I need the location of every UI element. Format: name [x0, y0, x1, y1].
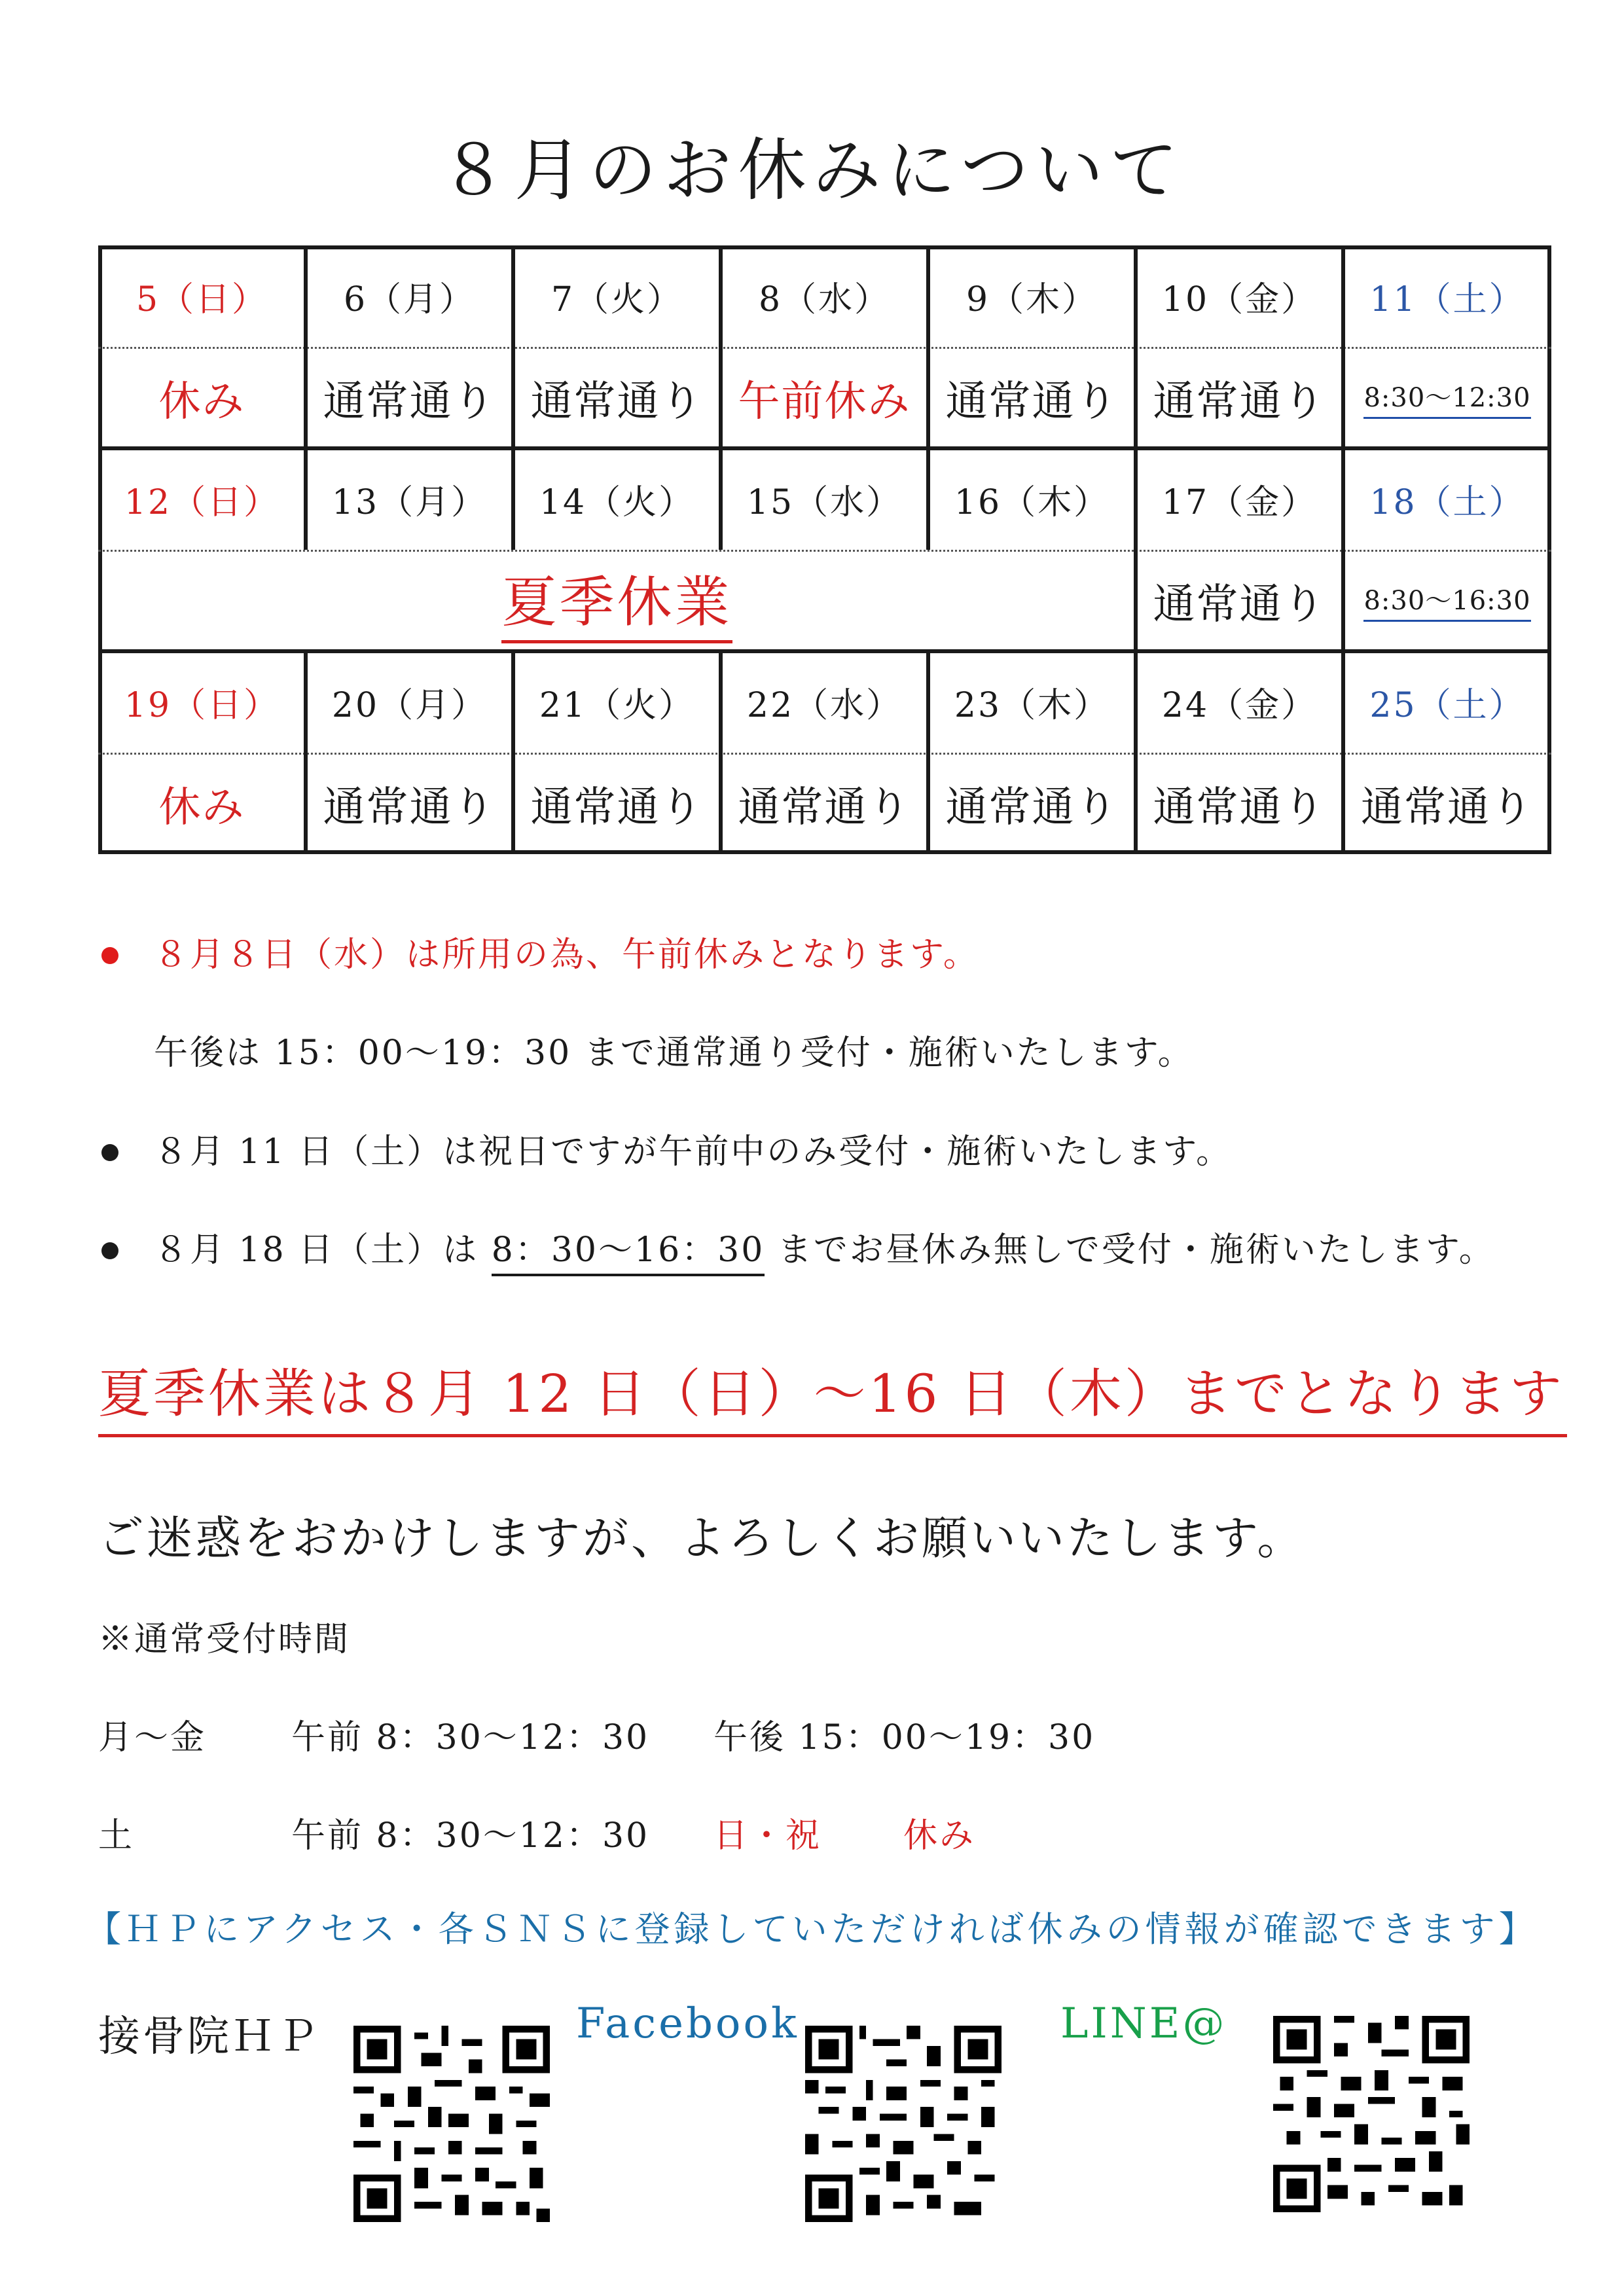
day-cell: 15（水）	[746, 483, 903, 522]
day-cell: 8（水）	[758, 280, 891, 319]
column-divider	[719, 245, 723, 448]
column-divider	[1134, 448, 1138, 651]
day-cell: 19（日）	[124, 686, 280, 725]
table-border	[98, 245, 1551, 249]
column-divider	[304, 245, 308, 448]
day-cell: 22（水）	[746, 686, 903, 725]
column-divider	[1341, 651, 1345, 854]
day-cell: 21（火）	[539, 686, 695, 725]
status-cell: 午前休み	[738, 377, 911, 426]
note-saturday-18	[154, 1227, 1495, 1273]
status-cell: 通常通り	[1153, 580, 1326, 629]
hp-qr-code-icon[interactable]	[353, 2026, 550, 2222]
column-divider	[1341, 448, 1345, 651]
column-divider	[511, 448, 515, 550]
saturday-label: 土	[98, 1816, 135, 1856]
closed-label: 休み	[903, 1816, 976, 1856]
status-cell: 通常通り	[530, 377, 704, 426]
column-divider	[511, 651, 515, 854]
status-cell: 通常通り	[945, 377, 1119, 426]
status-cell	[1343, 550, 1551, 651]
apology-text: ご迷惑をおかけしますが、よろしくお願いいたします。	[98, 1511, 1306, 1565]
day-cell: 16（木）	[954, 483, 1110, 522]
day-cell: 18（土）	[1369, 483, 1525, 522]
weekday-am-hours: 午前 8：30〜12：30	[291, 1718, 650, 1757]
page-title: ８月のお休みについて	[439, 130, 1185, 210]
day-cell: 5（日）	[135, 280, 268, 319]
bullet-icon	[101, 1242, 118, 1259]
column-divider	[1341, 245, 1345, 448]
bullet-icon	[101, 947, 118, 964]
column-divider	[1134, 651, 1138, 854]
status-cell: 通常通り	[323, 377, 496, 426]
day-cell: 24（金）	[1161, 686, 1318, 725]
note-hours-underlined: 8：30〜16：30	[492, 1230, 765, 1276]
status-cell: 休み	[158, 783, 245, 832]
status-cell	[1343, 347, 1551, 448]
day-cell: 20（月）	[331, 686, 488, 725]
week-divider	[98, 446, 1551, 450]
closed-days-label: 日・祝	[713, 1816, 822, 1856]
day-cell: 12（日）	[124, 483, 280, 522]
summer-holiday-banner: 夏季休業は８月 12 日（日）〜16 日（木）までとなります	[98, 1358, 1567, 1437]
status-cell: 通常通り	[945, 783, 1119, 832]
column-divider	[304, 651, 308, 854]
saturday-hours: 8:30〜16:30	[1363, 580, 1530, 622]
column-divider	[304, 448, 308, 550]
day-cell: 6（月）	[343, 280, 476, 319]
facebook-qr-label: Facebook	[576, 2000, 799, 2048]
summer-holiday-cell	[98, 550, 1136, 651]
column-divider	[926, 245, 930, 448]
saturday-am-hours: 午前 8：30〜12：30	[291, 1816, 650, 1856]
column-divider	[511, 245, 515, 448]
status-cell: 通常通り	[323, 783, 496, 832]
weekday-pm-hours: 午後 15：00〜19：30	[713, 1718, 1096, 1757]
note-holiday-saturday: ８月 11 日（土）は祝日ですが午前中のみ受付・施術いたします。	[154, 1132, 1233, 1172]
status-cell: 通常通り	[1361, 783, 1534, 832]
table-border	[98, 850, 1551, 854]
bullet-icon	[101, 1144, 118, 1161]
note-text: ８月 18 日（土）は	[154, 1230, 492, 1270]
day-cell: 9（木）	[965, 280, 1098, 319]
row-divider	[98, 347, 1551, 349]
column-divider	[926, 448, 930, 550]
column-divider	[719, 448, 723, 550]
column-divider	[719, 651, 723, 854]
row-divider	[98, 753, 1551, 755]
week-divider	[98, 649, 1551, 653]
status-cell: 通常通り	[1153, 783, 1326, 832]
day-cell: 13（月）	[331, 483, 488, 522]
row-divider	[98, 550, 1551, 552]
note-closure-morning: ８月８日（水）は所用の為、午前休みとなります。	[154, 935, 979, 975]
status-cell: 休み	[158, 377, 245, 426]
schedule-table	[98, 245, 1551, 854]
saturday-hours: 8:30〜12:30	[1363, 377, 1530, 419]
day-cell: 10（金）	[1161, 280, 1318, 319]
day-cell: 11（土）	[1369, 280, 1525, 319]
day-cell: 17（金）	[1161, 483, 1318, 522]
note-afternoon-hours: 午後は 15：00〜19：30 まで通常通り受付・施術いたします。	[154, 1033, 1194, 1073]
day-cell: 25（土）	[1369, 686, 1525, 725]
weekday-label: 月〜金	[98, 1718, 207, 1757]
sns-note: 【ＨＰにアクセス・各ＳＮＳに登録していただければ休みの情報が確認できます】	[86, 1909, 1538, 1950]
day-cell: 23（木）	[954, 686, 1110, 725]
status-cell: 通常通り	[1153, 377, 1326, 426]
line-qr-code-icon[interactable]	[1273, 2016, 1470, 2212]
status-cell: 通常通り	[738, 783, 911, 832]
day-cell: 14（火）	[539, 483, 695, 522]
note-text: までお昼休み無しで受付・施術いたします。	[765, 1230, 1495, 1270]
hours-heading: ※通常受付時間	[98, 1620, 351, 1659]
day-cell: 7（火）	[550, 280, 683, 319]
hp-qr-label: 接骨院ＨＰ	[98, 2013, 321, 2061]
column-divider	[926, 651, 930, 854]
line-qr-label: LINE@	[1060, 2000, 1227, 2048]
status-cell: 通常通り	[530, 783, 704, 832]
column-divider	[1134, 245, 1138, 448]
summer-holiday-label: 夏季休業	[501, 558, 732, 643]
facebook-qr-code-icon[interactable]	[805, 2026, 1001, 2222]
